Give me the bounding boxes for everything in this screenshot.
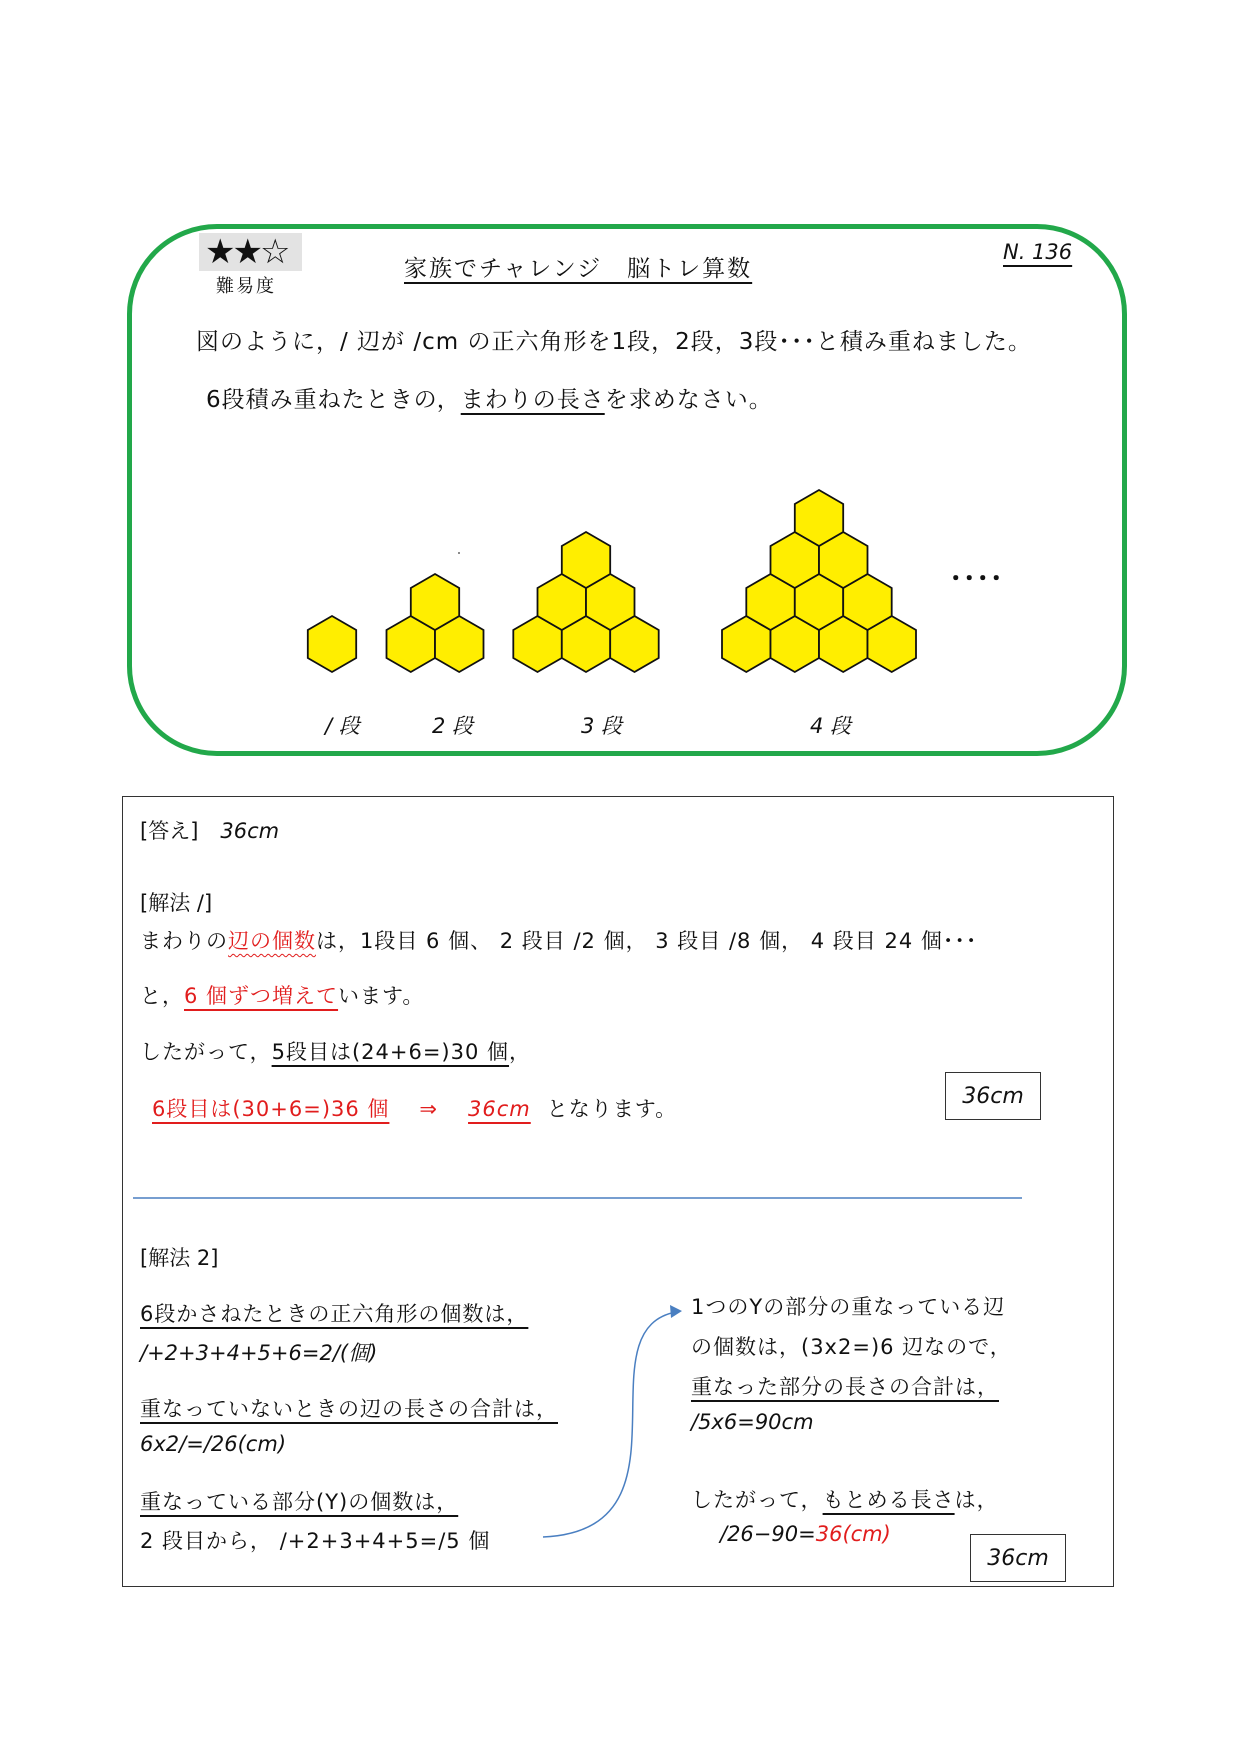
method2-answer-box: 36cm <box>970 1534 1066 1582</box>
method1-answer-box: 36cm <box>945 1072 1041 1120</box>
method2-heading: [解法 2] <box>140 1246 219 1270</box>
answer-panel <box>122 796 1114 1587</box>
hexagon <box>308 616 356 672</box>
page-title: 家族でチャレンジ 脳トレ算数 <box>404 256 753 282</box>
problem-line-1: 図のように，/ 辺が /cm の正六角形を1段，2段，3段･･･と積み重ねました。 <box>196 329 1032 355</box>
answer-label: [答え] 36cm <box>140 819 280 843</box>
method1-heading: [解法 /] <box>140 891 213 915</box>
method2-b1: 重なっていないときの辺の長さの合計は， <box>140 1397 558 1421</box>
method2-c1: 重なっている部分(Y)の個数は， <box>140 1490 459 1514</box>
method2-b2: 6x2/=/26(cm) <box>140 1432 287 1456</box>
method2-e1: したがって，もとめる長さは， <box>691 1488 999 1512</box>
method2-d2: の個数は，(3x2=)6 辺なので， <box>691 1335 1012 1359</box>
stage-label-2: 2 段 <box>432 714 474 738</box>
method2-a1: 6段かさねたときの正六角形の個数は， <box>140 1302 529 1326</box>
method1-line-4: 6段目は(30+6=)36 個 ⇒ 36cm となります。 <box>152 1097 678 1121</box>
continuation-dots: ････ <box>950 566 1004 592</box>
stage-label-3: 3 段 <box>581 714 623 738</box>
method2-a2: /+2+3+4+5+6=2/(個) <box>140 1341 378 1365</box>
hexagon-figure <box>0 0 1241 780</box>
stage-label-4: 4 段 <box>810 714 852 738</box>
method2-c2: 2 段目から， /+2+3+4+5=/5 個 <box>140 1529 491 1553</box>
method1-line-3: したがって，5段目は(24+6=)30 個， <box>140 1040 532 1064</box>
method2-e2: /26−90=36(cm) <box>720 1522 891 1546</box>
underlined-perimeter: まわりの長さ <box>460 387 605 413</box>
difficulty-label: 難易度 <box>216 276 276 297</box>
difficulty-stars: ★★☆ <box>205 232 288 272</box>
problem-line-2: 6段積み重ねたときの，まわりの長さを求めなさい。 <box>206 387 773 413</box>
method2-d4: /5x6=90cm <box>691 1410 814 1434</box>
method1-line-2: と，6 個ずつ増えています。 <box>140 984 425 1008</box>
method2-d1: 1つのYの部分の重なっている辺 <box>691 1295 1006 1319</box>
method2-d3: 重なった部分の長さの合計は， <box>691 1375 999 1399</box>
problem-number: N. 136 <box>1003 240 1073 264</box>
stage-label-1: / 段 <box>325 714 360 738</box>
method1-line-1: まわりの辺の個数は，1段目 6 個、 2 段目 /2 個， 3 段目 /8 個， 4 段目 24 個･･･ <box>140 929 978 953</box>
